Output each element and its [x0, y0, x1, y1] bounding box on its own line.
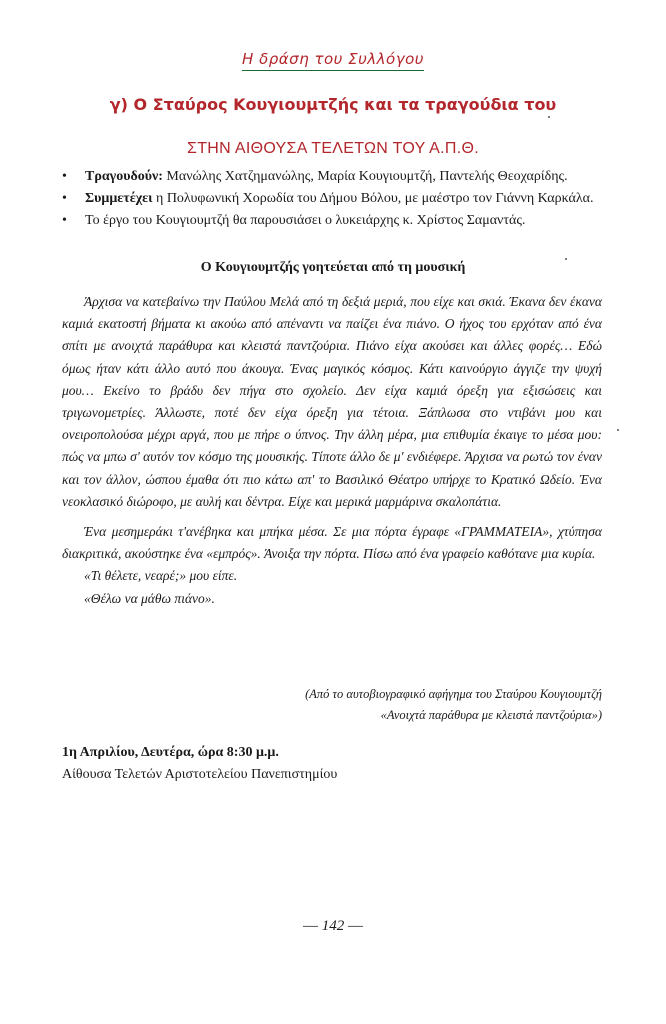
running-header — [0, 50, 666, 68]
credits-item-label: Τραγουδούν: — [85, 169, 163, 184]
hall-title: ΣΤΗΝ ΑΙΘΟΥΣΑ ΤΕΛΕΤΩΝ ΤΟΥ Α.Π.Θ. — [187, 140, 479, 157]
essay-dialogue-line: «Τι θέλετε, νεαρέ;» μου είπε. — [84, 568, 238, 584]
event-date: 1η Απριλίου, Δευτέρα, ώρα 8:30 μ.μ. — [62, 745, 279, 760]
bullet-icon: • — [62, 213, 67, 228]
essay-paragraph: Ένα μεσημεράκι τ'ανέβηκα και μπήκα μέσα. Σε μια πόρτα έγραφε «ΓΡΑΜΜΑΤΕΙΑ», χτύπησα διακριτικά, ακούστηκε ένα «εμπρός». Άνοιξα την πόρτα. Πίσω από ένα γραφείο καθότανε μια κυρία. — [62, 524, 602, 562]
print-speck — [565, 258, 567, 260]
essay-source-line: (Από το αυτοβιογραφικό αφήγημα του Σταύρου Κουγιουμτζή — [305, 687, 602, 701]
section-title: γ) Ο Σταύρος Κουγιουμτζής και τα τραγούδια του — [109, 95, 557, 114]
page-number — [0, 918, 666, 935]
essay-paragraph: Άρχισα να κατεβαίνω την Παύλου Μελά από τη δεξιά μεριά, που είχε και σκιά. Έκανα δεν έκανα καμιά εκατοστή βήματα κι ακούω από απέναντι να παίζει ένα πιάνο. Ο ήχος του ερχόταν από ένα σπίτι με ανοιχτά παράθυρα και κλειστά παντζούρια. Πιάνο είχα ακούσει και άλλες φορές… Εδώ όμως ήταν κάτι άλλο αυτό που άκουγα. Ένας μαγικός κόσμος. Κάτι καινούργιο άγγιζε την ψυχή μου… Εκείνο το βράδυ δεν πήγα στο σχολείο. Δεν είχα καμιά όρεξη για εξισώσεις και τριγωνομετρίες. Άλλωστε, ποτέ δεν είχα όρεξη για τέτοια. Ξάπλωσα στο ντιβάνι μου και ονειροπολούσα μέχρι αργά, που με πήρε ο ύπνος. Την άλλη μέρα, μια επιθυμία έκαιγε το μέσα μου: πώς να μπω σ' αυτόν τον κόσμο της μουσικής. Τίποτε άλλο δε μ' ενδιέφερε. Άρχισα να ρωτώ τον έναν και τον άλλον, ώσπου έμαθα ότι πιο κάτω απ' το Βασιλικό Θέατρο υπήρχε το Κρατικό Ωδείο. Ένα νεοκλασικό διώροφο, με αυλή και δέντρα. Είχε και μερικά μαρμάρινα σκαλοπάτια. — [62, 294, 602, 509]
print-speck — [548, 116, 550, 118]
essay-body — [62, 291, 602, 610]
credits-item-text: η Πολυφωνική Χορωδία του Δήμου Βόλου, με μαέστρο τον Γιάννη Καρκάλα. — [152, 191, 594, 206]
credits-item-text: Μανώλης Χατζημανώλης, Μαρία Κουγιουμτζή, Παντελής Θεοχαρίδης. — [162, 169, 568, 184]
credits-item-singers — [62, 166, 602, 188]
running-header-title: Η δράση του Συλλόγου — [242, 50, 424, 71]
essay-dialogue-line: «Θέλω να μάθω πιάνο». — [84, 590, 215, 606]
credits-item-label: Συμμετέχει — [85, 191, 153, 206]
credits-item-presenter — [62, 210, 602, 232]
page-number-value: 142 — [321, 918, 345, 934]
credits-item-choir — [62, 188, 602, 210]
essay-source-line: «Ανοιχτά παράθυρα με κλειστά παντζούρια») — [380, 708, 602, 722]
bullet-icon: • — [62, 191, 67, 206]
credits-list — [62, 166, 602, 232]
essay-title: Ο Κουγιουμτζής γοητεύεται από τη μουσική — [200, 260, 466, 275]
essay-source — [182, 684, 602, 726]
bullet-icon: • — [62, 169, 67, 184]
credits-item-text: Το έργο του Κουγιουμτζή θα παρουσιάσει ο λυκειάρχης κ. Χρίστος Σαμαντάς. — [85, 213, 526, 228]
page-number-dash: — — [303, 918, 318, 934]
page-number-dash: — — [348, 918, 363, 934]
print-speck — [617, 429, 619, 431]
event-venue: Αίθουσα Τελετών Αριστοτελείου Πανεπιστημίου — [62, 767, 338, 782]
